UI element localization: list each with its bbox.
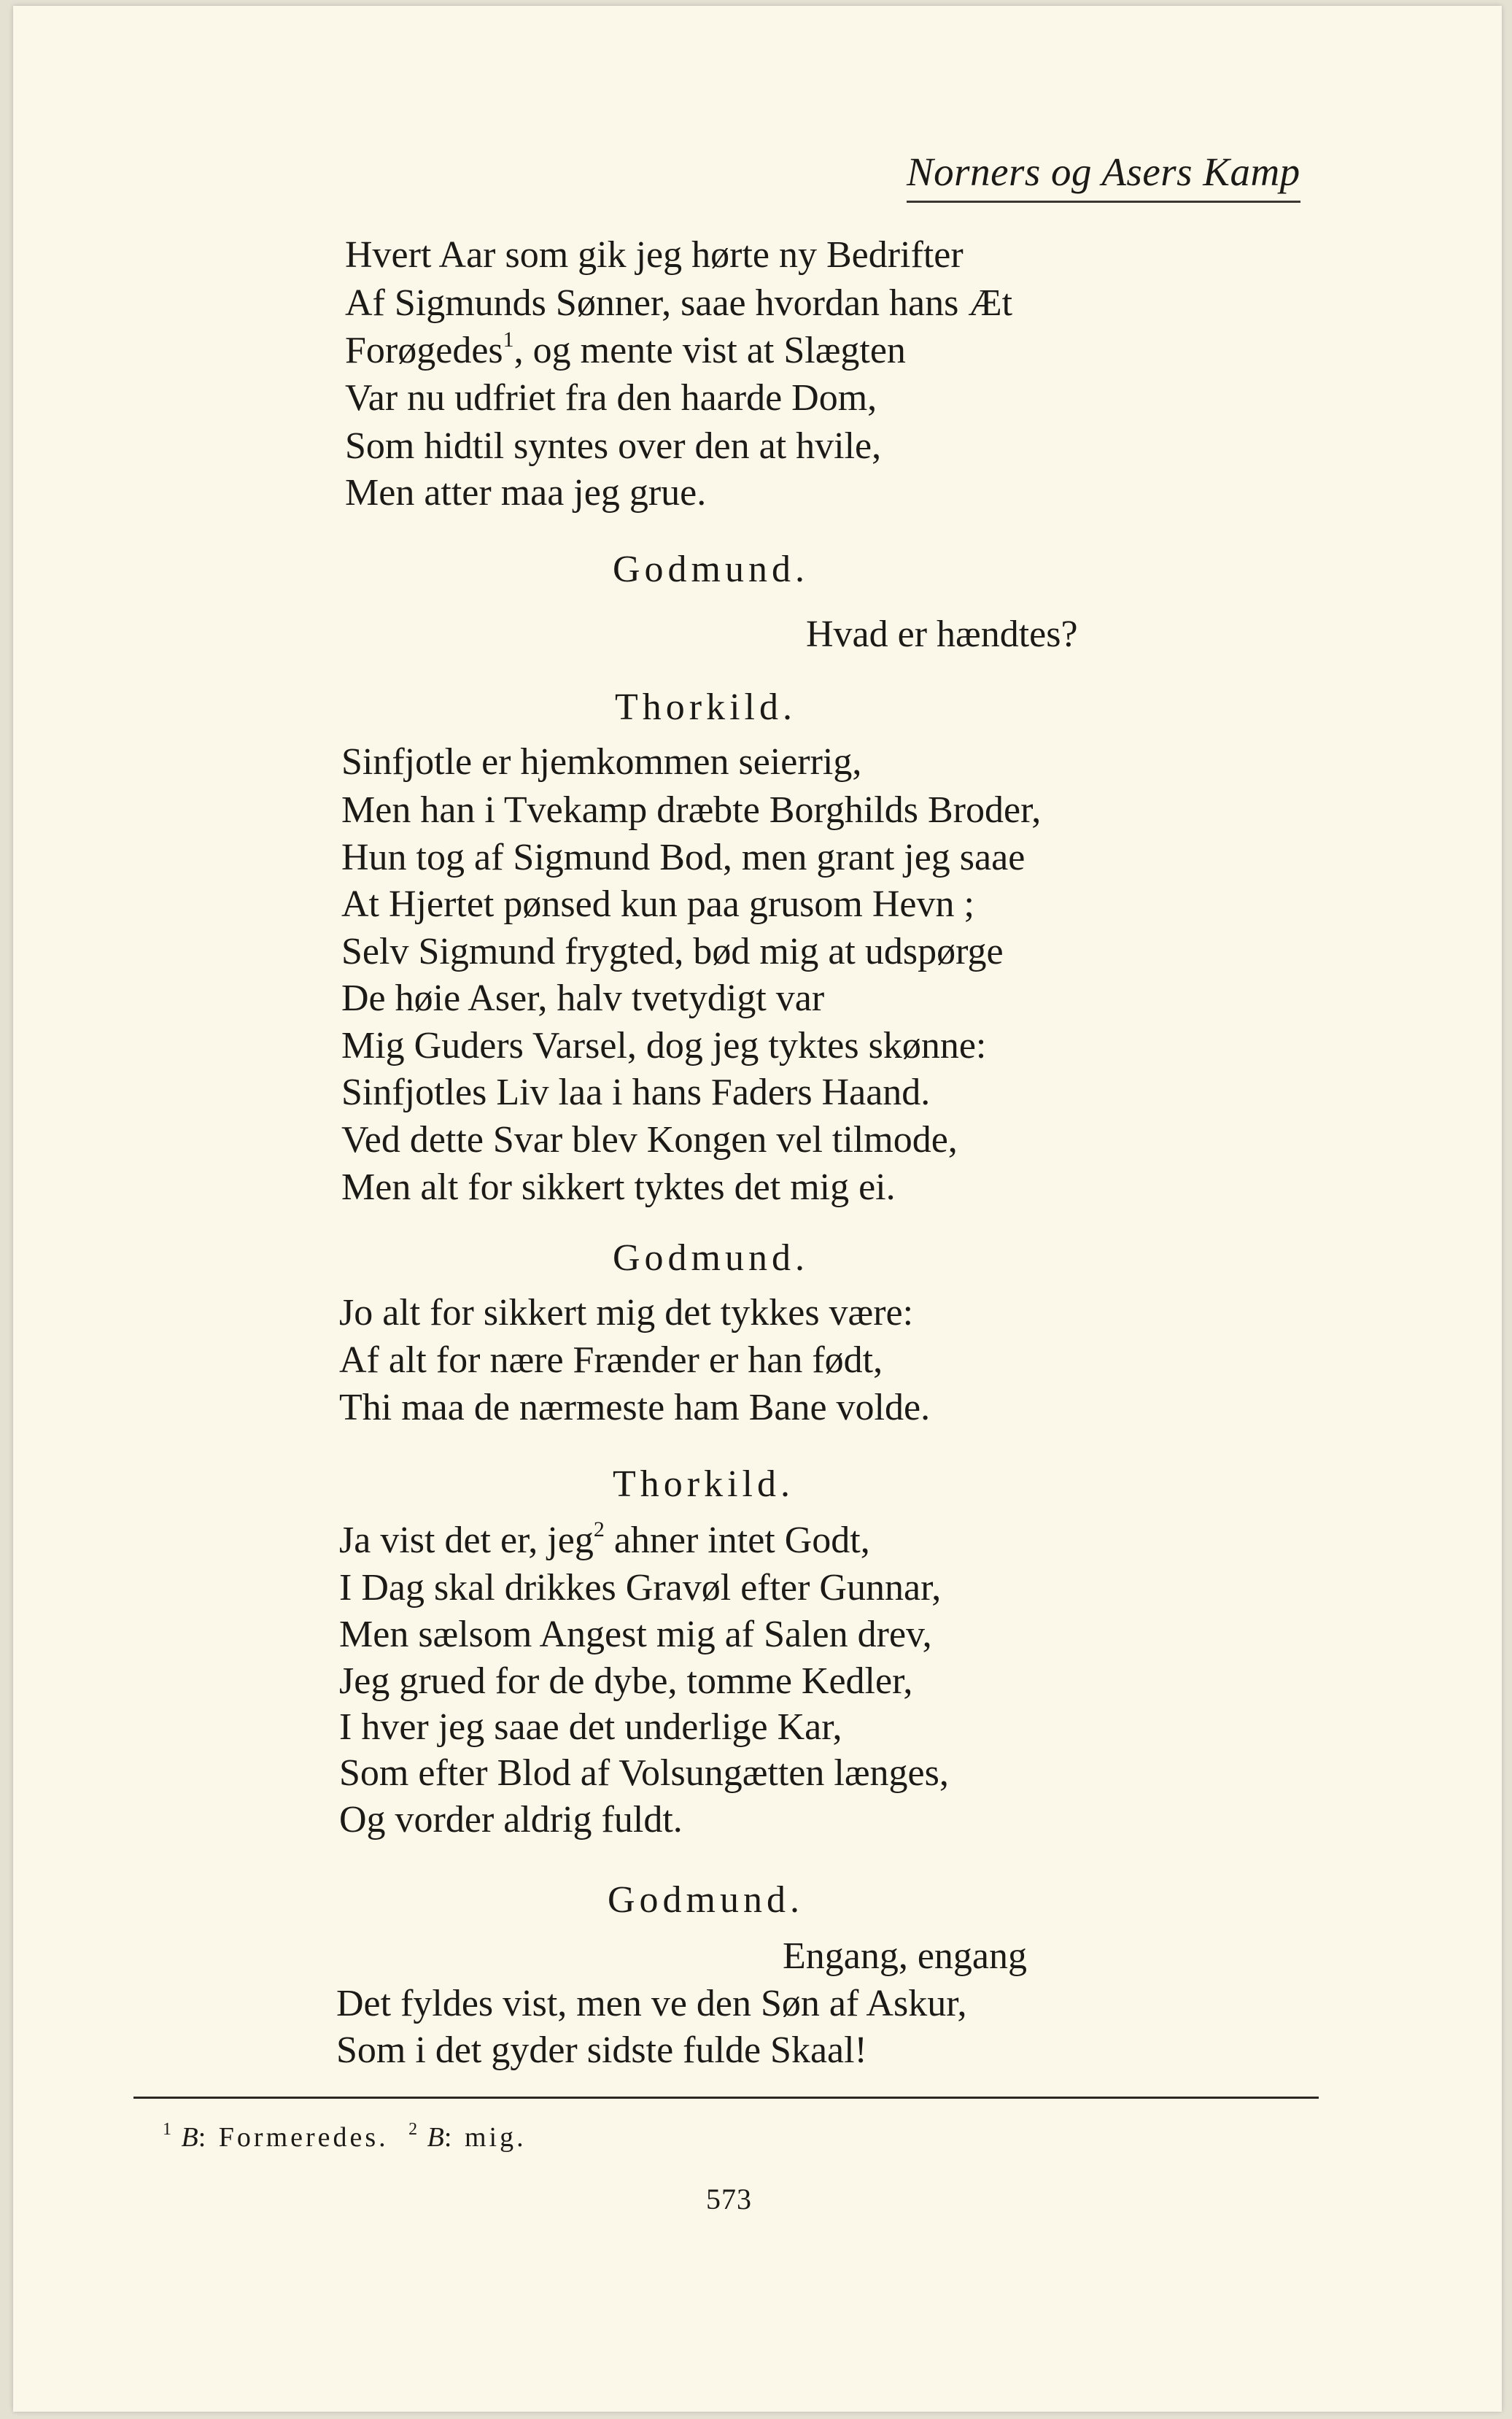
verse-line: Thi maa de nærmeste ham Bane volde.	[339, 1387, 931, 1428]
verse-line	[339, 1517, 870, 1564]
verse-line: Af alt for nære Frænder er han født,	[339, 1339, 883, 1381]
verse-line: Ved dette Svar blev Kongen vel tilmode,	[341, 1119, 958, 1161]
verse-line: Sinfjotles Liv laa i hans Faders Haand.	[341, 1072, 931, 1113]
footnote-text: : Formeredes.	[198, 2122, 389, 2153]
verse-line: Som hidtil syntes over den at hvile,	[345, 425, 882, 467]
verse-line: Som i det gyder sidste fulde Skaal!	[336, 2029, 867, 2071]
verse-line: Jo alt for sikkert mig det tykkes være:	[339, 1292, 914, 1334]
footnotes	[163, 2120, 527, 2153]
footnote-text: : mig.	[443, 2122, 527, 2153]
verse-line: Mig Guders Varsel, dog jeg tyktes skønne:	[341, 1025, 987, 1067]
verse-line: Engang, engang	[783, 1935, 1028, 1977]
verse-line: Selv Sigmund frygted, bød mig at udspørge	[341, 931, 1004, 972]
verse-line: I Dag skal drikkes Gravøl efter Gunnar,	[339, 1567, 942, 1609]
footnote-divider	[133, 2097, 1319, 2099]
verse-line: Jeg grued for de dybe, tomme Kedler,	[339, 1660, 913, 1702]
verse-line	[345, 328, 906, 374]
verse-line: De høie Aser, halv tvetydigt var	[341, 978, 825, 1019]
page-number: 573	[706, 2183, 752, 2215]
verse-line: Det fyldes vist, men ve den Søn af Askur,	[336, 1983, 967, 2024]
footnote-ref-2: 2	[593, 1517, 605, 1541]
speaker-name: Godmund.	[608, 1879, 804, 1921]
verse-line: Hvad er hændtes?	[806, 614, 1078, 655]
verse-line: Og vorder aldrig fuldt.	[339, 1799, 683, 1841]
verse-text: Ja vist det er, jeg	[339, 1520, 594, 1561]
footnote-marker: 2	[408, 2120, 418, 2139]
verse-line: Sinfjotle er hjemkommen seierrig,	[341, 741, 862, 783]
verse-line: At Hjertet pønsed kun paa grusom Hevn ;	[341, 883, 974, 925]
verse-line: Var nu udfriet fra den haarde Dom,	[345, 377, 877, 419]
footnote-ref-1: 1	[503, 328, 514, 352]
book-page	[13, 6, 1502, 2412]
footnote-source: B	[427, 2122, 444, 2153]
verse-line: Af Sigmunds Sønner, saae hvordan hans Æt	[345, 282, 1013, 324]
verse-line: Men han i Tvekamp dræbte Borghilds Broder,	[341, 789, 1042, 831]
verse-line: Men sælsom Angest mig af Salen drev,	[339, 1614, 932, 1655]
verse-line: Hun tog af Sigmund Bod, men grant jeg saae	[341, 837, 1026, 878]
speaker-name: Thorkild.	[615, 686, 796, 728]
speaker-name: Godmund.	[613, 549, 809, 590]
verse-text: Forøgedes	[345, 330, 503, 371]
verse-line: Men alt for sikkert tyktes det mig ei.	[341, 1166, 896, 1208]
speaker-name: Godmund.	[613, 1237, 809, 1279]
speaker-name: Thorkild.	[613, 1463, 794, 1505]
verse-line: I hver jeg saae det underlige Kar,	[339, 1706, 842, 1748]
verse-line: Som efter Blod af Volsungætten længes,	[339, 1752, 949, 1794]
verse-text: ahner intet Godt,	[604, 1520, 870, 1561]
verse-line: Men atter maa jeg grue.	[345, 472, 707, 514]
verse-text: , og mente vist at Slægten	[513, 330, 906, 371]
footnote-marker: 1	[163, 2120, 171, 2139]
verse-line: Hvert Aar som gik jeg hørte ny Bedrifter	[345, 234, 964, 276]
footnote-source: B	[181, 2122, 198, 2153]
running-header: Norners og Asers Kamp	[907, 149, 1300, 203]
